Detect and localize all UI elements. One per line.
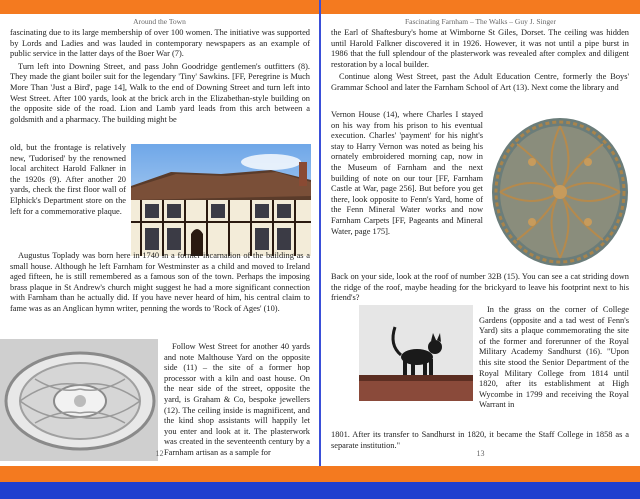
left-paragraph-3: Augustus Toplady was born here in 1740 in a former incarnation of the building as a small house. Although he left Farnham for Westminster as a child and moved to Ireland aged fifteen, he is still remembered as a famous son of the town. Perhaps the imposing brass plaque in St Andrew's church might suggest he had a more significant connection with Farnham than he actually did. If you have never heard of him, his central claim to fame was as an Anglican hymn writer, penning the words to 'Rock of Ages' (10). — [10, 251, 310, 313]
left-paragraph-2b: old, but the frontage is relatively new, 'Tudorised' by the renowned local architect Harold Falkner in the 1920s (9). After another 20 yards, check the first floor wall of Elphick's Department store on the left for a commemorative plaque. — [10, 143, 126, 216]
right-paragraph-2b: Vernon House (14), where Charles I stayed on his way from his prison to his eventual execution. Charles' 'payment' for his night's stay to Harry Vernon was noted as being his ornately embroidered morning cap, now in the Museum of Farnham and the next building of note on our tour [FF, Farnham Castle at War, page 256]. But before you get there, look opposite to Fenn's Yard, home of the Fenn Mineral Water works and now Farnham Carpets [FF, Pageants and Mineral Water, page 175]. — [331, 110, 483, 236]
left-page-number: 12 — [155, 449, 164, 458]
cat-on-roof-illustration — [359, 305, 473, 401]
top-border-right — [320, 0, 640, 14]
embroidered-cap-photo — [487, 112, 633, 272]
tudor-building-photo — [131, 144, 311, 256]
right-text-wrap-2 — [479, 305, 629, 411]
right-paragraph-2a: Continue along West Street, past the Adult Education Centre, formerly the Boys' Grammar School and later the Farnham School of Art (13). Next come the library and — [331, 72, 629, 92]
plaster-ceiling-illustration — [0, 339, 158, 461]
right-page — [321, 14, 640, 466]
cat-on-roof-photo — [359, 305, 473, 401]
left-page — [0, 14, 319, 466]
top-border-left — [0, 0, 320, 14]
left-text-mid — [10, 251, 310, 317]
left-text-top — [10, 28, 310, 127]
right-text-wrap — [331, 110, 483, 237]
left-running-head: Around the Town — [133, 17, 186, 26]
left-text-wrap — [10, 143, 126, 217]
right-paragraph-1: the Earl of Shaftesbury's home at Wimborne St Giles, Dorset. The ceiling was hidden until Harold Falkner discovered it in 1926. However, it was not until a pipe burst in 1986 that the full splendour of the plasterwork was revealed after complex and diligent restoration by a local builder. — [331, 28, 629, 69]
left-text-bottom — [164, 342, 310, 459]
right-running-head: Fascinating Farnham – The Walks – Guy J. Singer — [405, 17, 556, 26]
left-paragraph-1: fascinating due to its large membership of over 100 women. The initiative was supported by Lords and Ladies and was lauded in contemporary newspapers as an example of public service in the latter days of the Boer War (7). — [10, 28, 310, 59]
embroidered-cap-illustration — [487, 112, 633, 272]
right-page-number: 13 — [476, 449, 485, 458]
plaster-ceiling-photo — [0, 339, 158, 461]
left-paragraph-4: Follow West Street for another 40 yards and note Malthouse Yard on the opposite side (11) – the site of a former hop processor with a kiln and oast house. On the near side of the street, opposite the yard, is Graham & Co, bespoke jewellers (12). The ceiling inside is magnificent, and the kind shop assistants will happily let you enter and look at it. The plasterwork was created in the seventeenth century by a Farnham artisan as a sample for — [164, 342, 310, 457]
tudor-building-illustration — [131, 144, 311, 256]
left-paragraph-2a: Turn left into Downing Street, and pass John Goodridge gentlemen's outfitters (8). They made the giant boiler suit for the legendary 'Tiny' Sawkins. [FF, Peregrine is Much More Than 'Just a Bird', page 14], Walk to the end of Downing Street and turn left into West Street. After 100 yards, look at the brick arch in the Elizabethan-style building on the opposite side of the road. Lion and Lamb yard leads from this arch between a goldsmith and a pharmacy. The building might be — [10, 61, 310, 124]
right-text-mid — [331, 272, 629, 306]
bottom-border-blue — [0, 482, 640, 499]
bottom-border — [0, 466, 640, 499]
right-text-top — [331, 28, 629, 96]
right-paragraph-2c: Back on your side, look at the roof of number 32B (15). You can see a cat striding down the ridge of the roof, maybe heading for the brickyard to leave his footprint next to his friend's? — [331, 272, 629, 303]
right-paragraph-3a: In the grass on the corner of College Gardens (opposite and a tad west of Fenn's Yard) sits a plaque commemorating the site of the former and forerunner of the Royal Military Academy Sandhurst (16). "Upon this site stood the Senior Department of the Royal Military College from 1814 until 1820, after its establishment at High Wycombe in 1799 and receiving the Royal Warrant in — [479, 305, 629, 410]
right-paragraph-3b: 1801. After its transfer to Sandhurst in 1820, it became the Staff College in 1858 as a separate institution." — [331, 430, 629, 450]
bottom-border-orange — [0, 466, 640, 482]
